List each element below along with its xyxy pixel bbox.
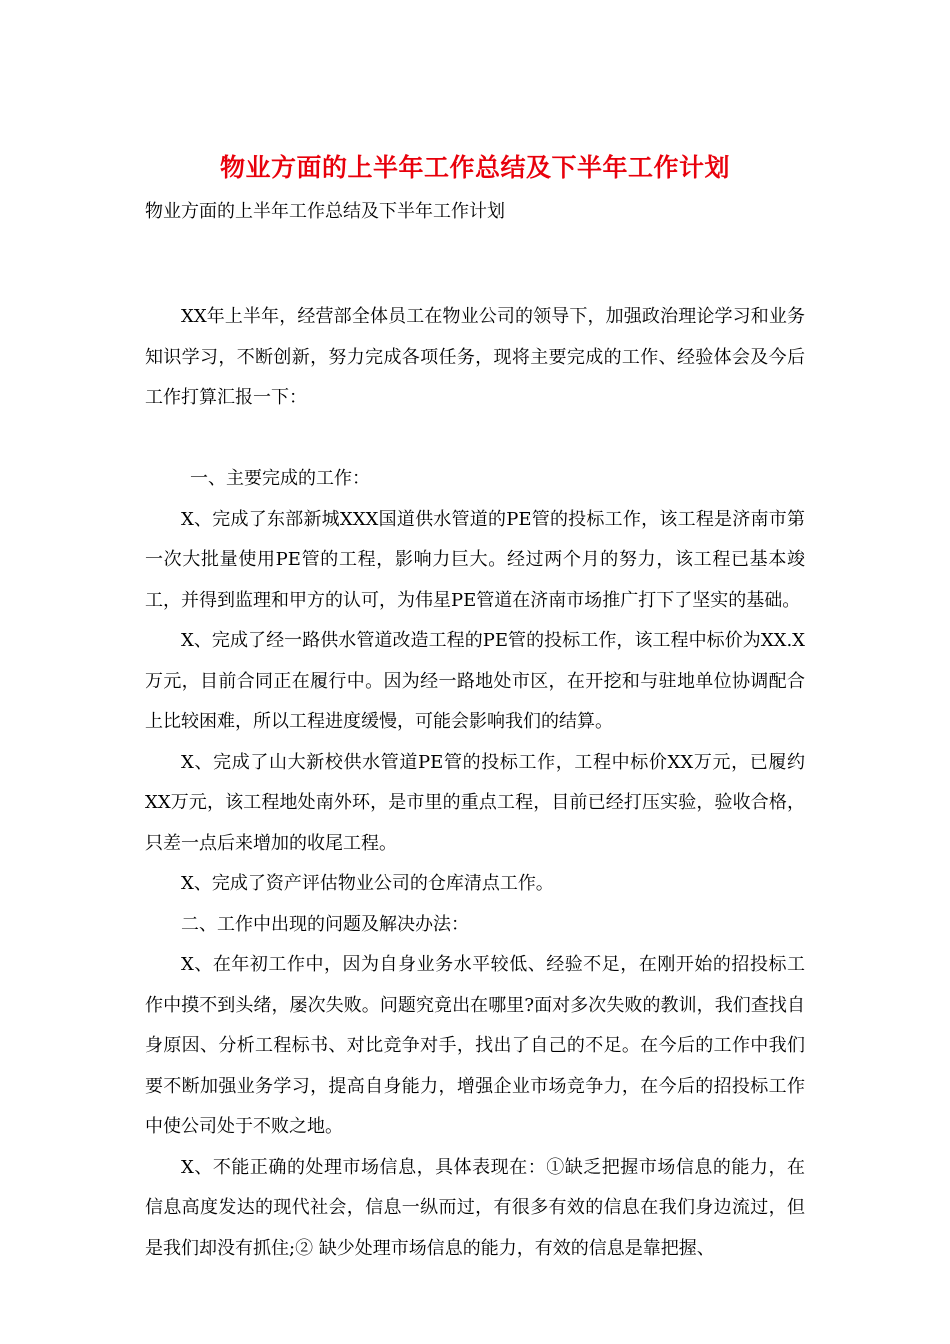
work-item-paragraph: X、完成了山大新校供水管道PE管的投标工作，工程中标价XX万元，已履约XX万元，该工程地处南外环，是市里的重点工程，目前已经打压实验，验收合格，只差一点后来增加的收尾工程。 (145, 751, 805, 854)
section-heading-problems: 二、工作中出现的问题及解决办法： (181, 913, 469, 935)
paragraph-gap (145, 419, 805, 460)
work-item-paragraph: X、完成了东部新城XXX国道供水管道的PE管的投标工作，该工程是济南市第一次大批量使用PE管的工程，影响力巨大。经过两个月的努力，该工程已基本竣工，并得到监理和甲方的认可，为伟星PE管道在济南市场推广打下了坚实的基础。 (145, 508, 805, 611)
document-title: 物业方面的上半年工作总结及下半年工作计划 (219, 153, 730, 182)
document-subtitle: 物业方面的上半年工作总结及下半年工作计划 (145, 201, 505, 222)
intro-paragraph: XX年上半年，经营部全体员工在物业公司的领导下，加强政治理论学习和业务知识学习，不断创新，努力完成各项任务，现将主要完成的工作、经验体会及今后工作打算汇报一下： (145, 306, 805, 408)
section-heading-main-work: 一、主要完成的工作： (190, 468, 370, 489)
problem-paragraph: X、在年初工作中，因为自身业务水平较低、经验不足，在刚开始的招投标工作中摸不到头绪，屡次失败。问题究竟出在哪里?面对多次失败的教训，我们查找自身原因、分析工程标书、对比竞争对手，找出了自己的不足。在今后的工作中我们要不断加强业务学习，提高自身能力，增强企业市场竞争力，在今后的招投标工作中使公司处于不败之地。 (145, 954, 805, 1137)
problem-paragraph: X、不能正确的处理市场信息，具体表现在：①缺乏把握市场信息的能力，在信息高度发达的现代社会，信息一纵而过，有很多有效的信息在我们身边流过，但是我们却没有抓住;② 缺少处理市场信息的能力，有效的信息是靠把握、 (145, 1156, 805, 1259)
work-item-paragraph: X、完成了资产评估物业公司的仓库清点工作。 (181, 873, 554, 894)
document-body (145, 297, 805, 1269)
work-item-paragraph: X、完成了经一路供水管道改造工程的PE管的投标工作，该工程中标价为XX.X万元，目前合同正在履行中。因为经一路地处市区，在开挖和与驻地单位协调配合上比较困难，所以工程进度缓慢，可能会影响我们的结算。 (145, 630, 805, 732)
